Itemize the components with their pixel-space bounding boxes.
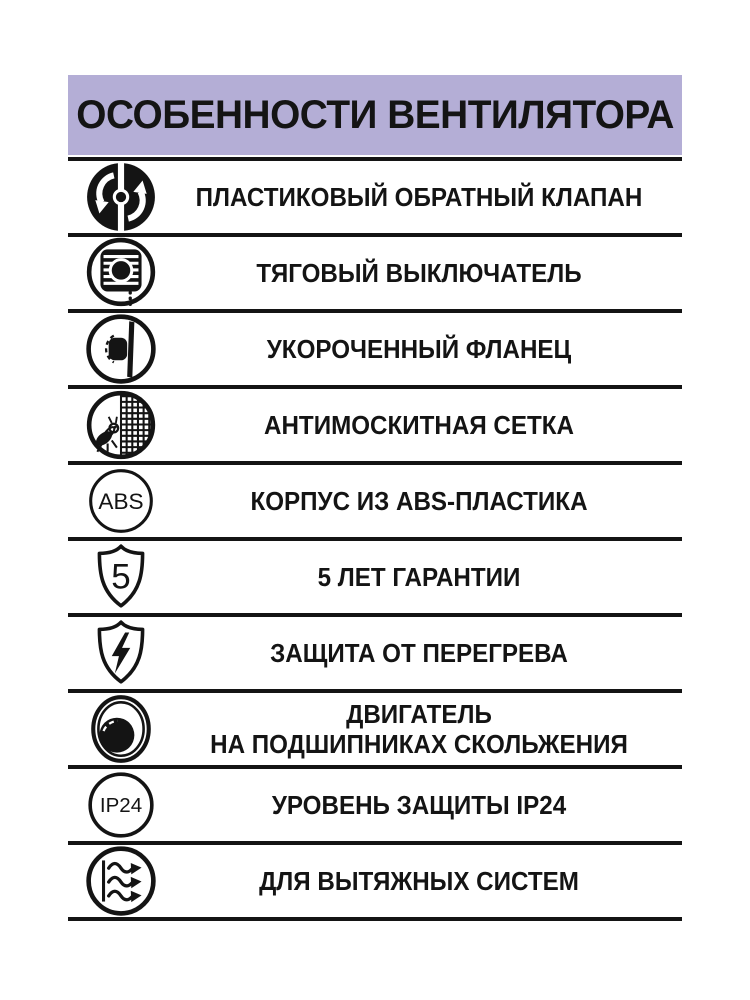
feature-label: ТЯГОВЫЙ ВЫКЛЮЧАТЕЛЬ [256,258,582,288]
warranty-5-years-shield-icon [68,540,162,614]
feature-label: ДЛЯ ВЫТЯЖНЫХ СИСТЕМ [259,866,579,896]
feature-row-abs-plastic [68,465,682,541]
feature-label: УКОРОЧЕННЫЙ ФЛАНЕЦ [266,334,572,364]
abs-icon-text: ABS [98,489,144,515]
content-column [68,0,682,921]
exhaust-airflow-icon [68,844,162,918]
feature-label: КОРПУС ИЗ ABS-ПЛАСТИКА [250,486,588,516]
feature-label: ПЛАСТИКОВЫЙ ОБРАТНЫЙ КЛАПАН [195,182,643,212]
sliding-bearing-motor-icon [68,692,162,766]
page-title: ОСОБЕННОСТИ ВЕНТИЛЯТОРА [76,92,674,137]
abs-plastic-icon [68,464,162,538]
feature-row-warranty [68,541,682,617]
check-valve-icon [68,160,162,234]
page-header [68,75,682,155]
feature-row-exhaust-systems [68,845,682,921]
feature-label: ЗАЩИТА ОТ ПЕРЕГРЕВА [270,638,568,668]
pull-switch-icon [68,236,162,310]
feature-row-mosquito-net [68,389,682,465]
feature-row-pull-switch [68,237,682,313]
feature-label: АНТИМОСКИТНАЯ СЕТКА [263,410,574,440]
ip24-icon-text: IP24 [99,794,143,818]
feature-label: УРОВЕНЬ ЗАЩИТЫ IP24 [271,790,567,820]
feature-row-check-valve [68,161,682,237]
warranty-icon-text: 5 [111,557,131,597]
feature-label: ДВИГАТЕЛЬ НА ПОДШИПНИКАХ СКОЛЬЖЕНИЯ [210,699,628,759]
mosquito-net-icon [68,388,162,462]
feature-row-ip24 [68,769,682,845]
feature-row-motor-bearings [68,693,682,769]
feature-row-short-flange [68,313,682,389]
short-flange-icon [68,312,162,386]
ip24-rating-icon [68,768,162,842]
feature-label: 5 ЛЕТ ГАРАНТИИ [317,562,521,592]
feature-row-overheat-protection [68,617,682,693]
overheat-protection-shield-icon [68,616,162,690]
